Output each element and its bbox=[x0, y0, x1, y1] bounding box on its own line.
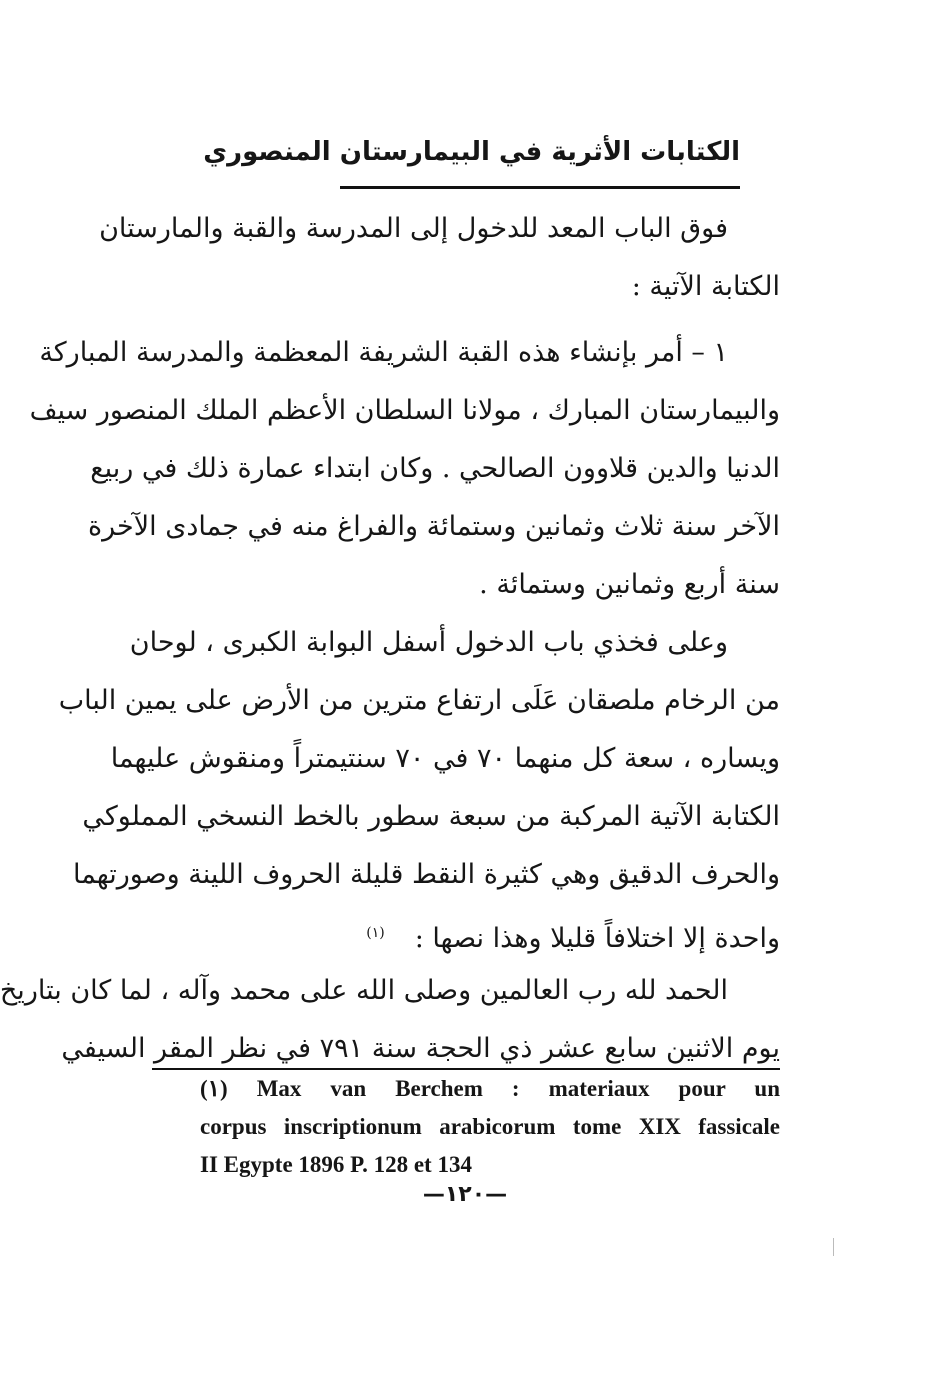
text-line: سنة أربع وثمانين وستمائة . bbox=[479, 569, 780, 600]
text-line: من الرخام ملصقان عَلَى ارتفاع مترين من الأرض على يمين الباب bbox=[58, 685, 780, 716]
text-line: ١ – أمر بإنشاء هذه القبة الشريفة المعظمة والمدرسة المباركة bbox=[39, 337, 728, 368]
footnote-marker: (١) bbox=[366, 925, 385, 941]
text-line: الآخر سنة ثلاث وثمانين وستمائة والفراغ منه في جمادى الآخرة bbox=[87, 511, 780, 542]
footnote bbox=[200, 1070, 780, 1184]
text-line: الحمد لله رب العالمين وصلى الله على محمد وآله ، لما كان بتاريخ bbox=[0, 975, 728, 1006]
text-line-with-note bbox=[158, 904, 780, 962]
footnote-line: corpus inscriptionum arabicorum tome XIX fassicale bbox=[200, 1114, 780, 1139]
text-line: يوم الاثنين سابع عشر ذي الحجة سنة ٧٩١ في نظر المقر السيفي bbox=[61, 1033, 780, 1064]
text-line: واحدة إلا اختلافاً قليلا وهذا نصها : bbox=[414, 923, 780, 954]
text-line: الكتابة الآتية : bbox=[631, 271, 780, 302]
text-line: والحرف الدقيق وهي كثيرة النقط قليلة الحروف اللينة وصورتهما bbox=[72, 859, 780, 890]
text-line: الدنيا والدين قلاوون الصالحي . وكان ابتداء عمارة ذلك في ربيع bbox=[90, 453, 780, 484]
text-line: ويساره ، سعة كل منهما ٧٠ في ٧٠ سنتيمتراً ومنقوش عليهما bbox=[110, 743, 780, 774]
text-line: وعلى فخذي باب الدخول أسفل البوابة الكبرى ، لوحان bbox=[129, 627, 728, 658]
scan-mark bbox=[833, 1238, 834, 1256]
text-line: والبيمارستان المبارك ، مولانا السلطان الأعظم الملك المنصور سيف bbox=[29, 395, 780, 426]
footnote-line: II Egypte 1896 P. 128 et 134 bbox=[200, 1152, 472, 1177]
body-text bbox=[0, 200, 780, 1078]
footnote-line: (١) Max van Berchem : materiaux pour un bbox=[200, 1076, 780, 1101]
text-line: فوق الباب المعد للدخول إلى المدرسة والقبة والمارستان bbox=[99, 213, 728, 244]
running-header: الكتابات الأثرية في البيمارستان المنصوري bbox=[203, 137, 740, 167]
text-line: الكتابة الآتية المركبة من سبعة سطور بالخط النسخي المملوكي bbox=[82, 801, 780, 832]
header-rule bbox=[340, 186, 740, 189]
page-number: —١٢٠— bbox=[422, 1182, 508, 1207]
